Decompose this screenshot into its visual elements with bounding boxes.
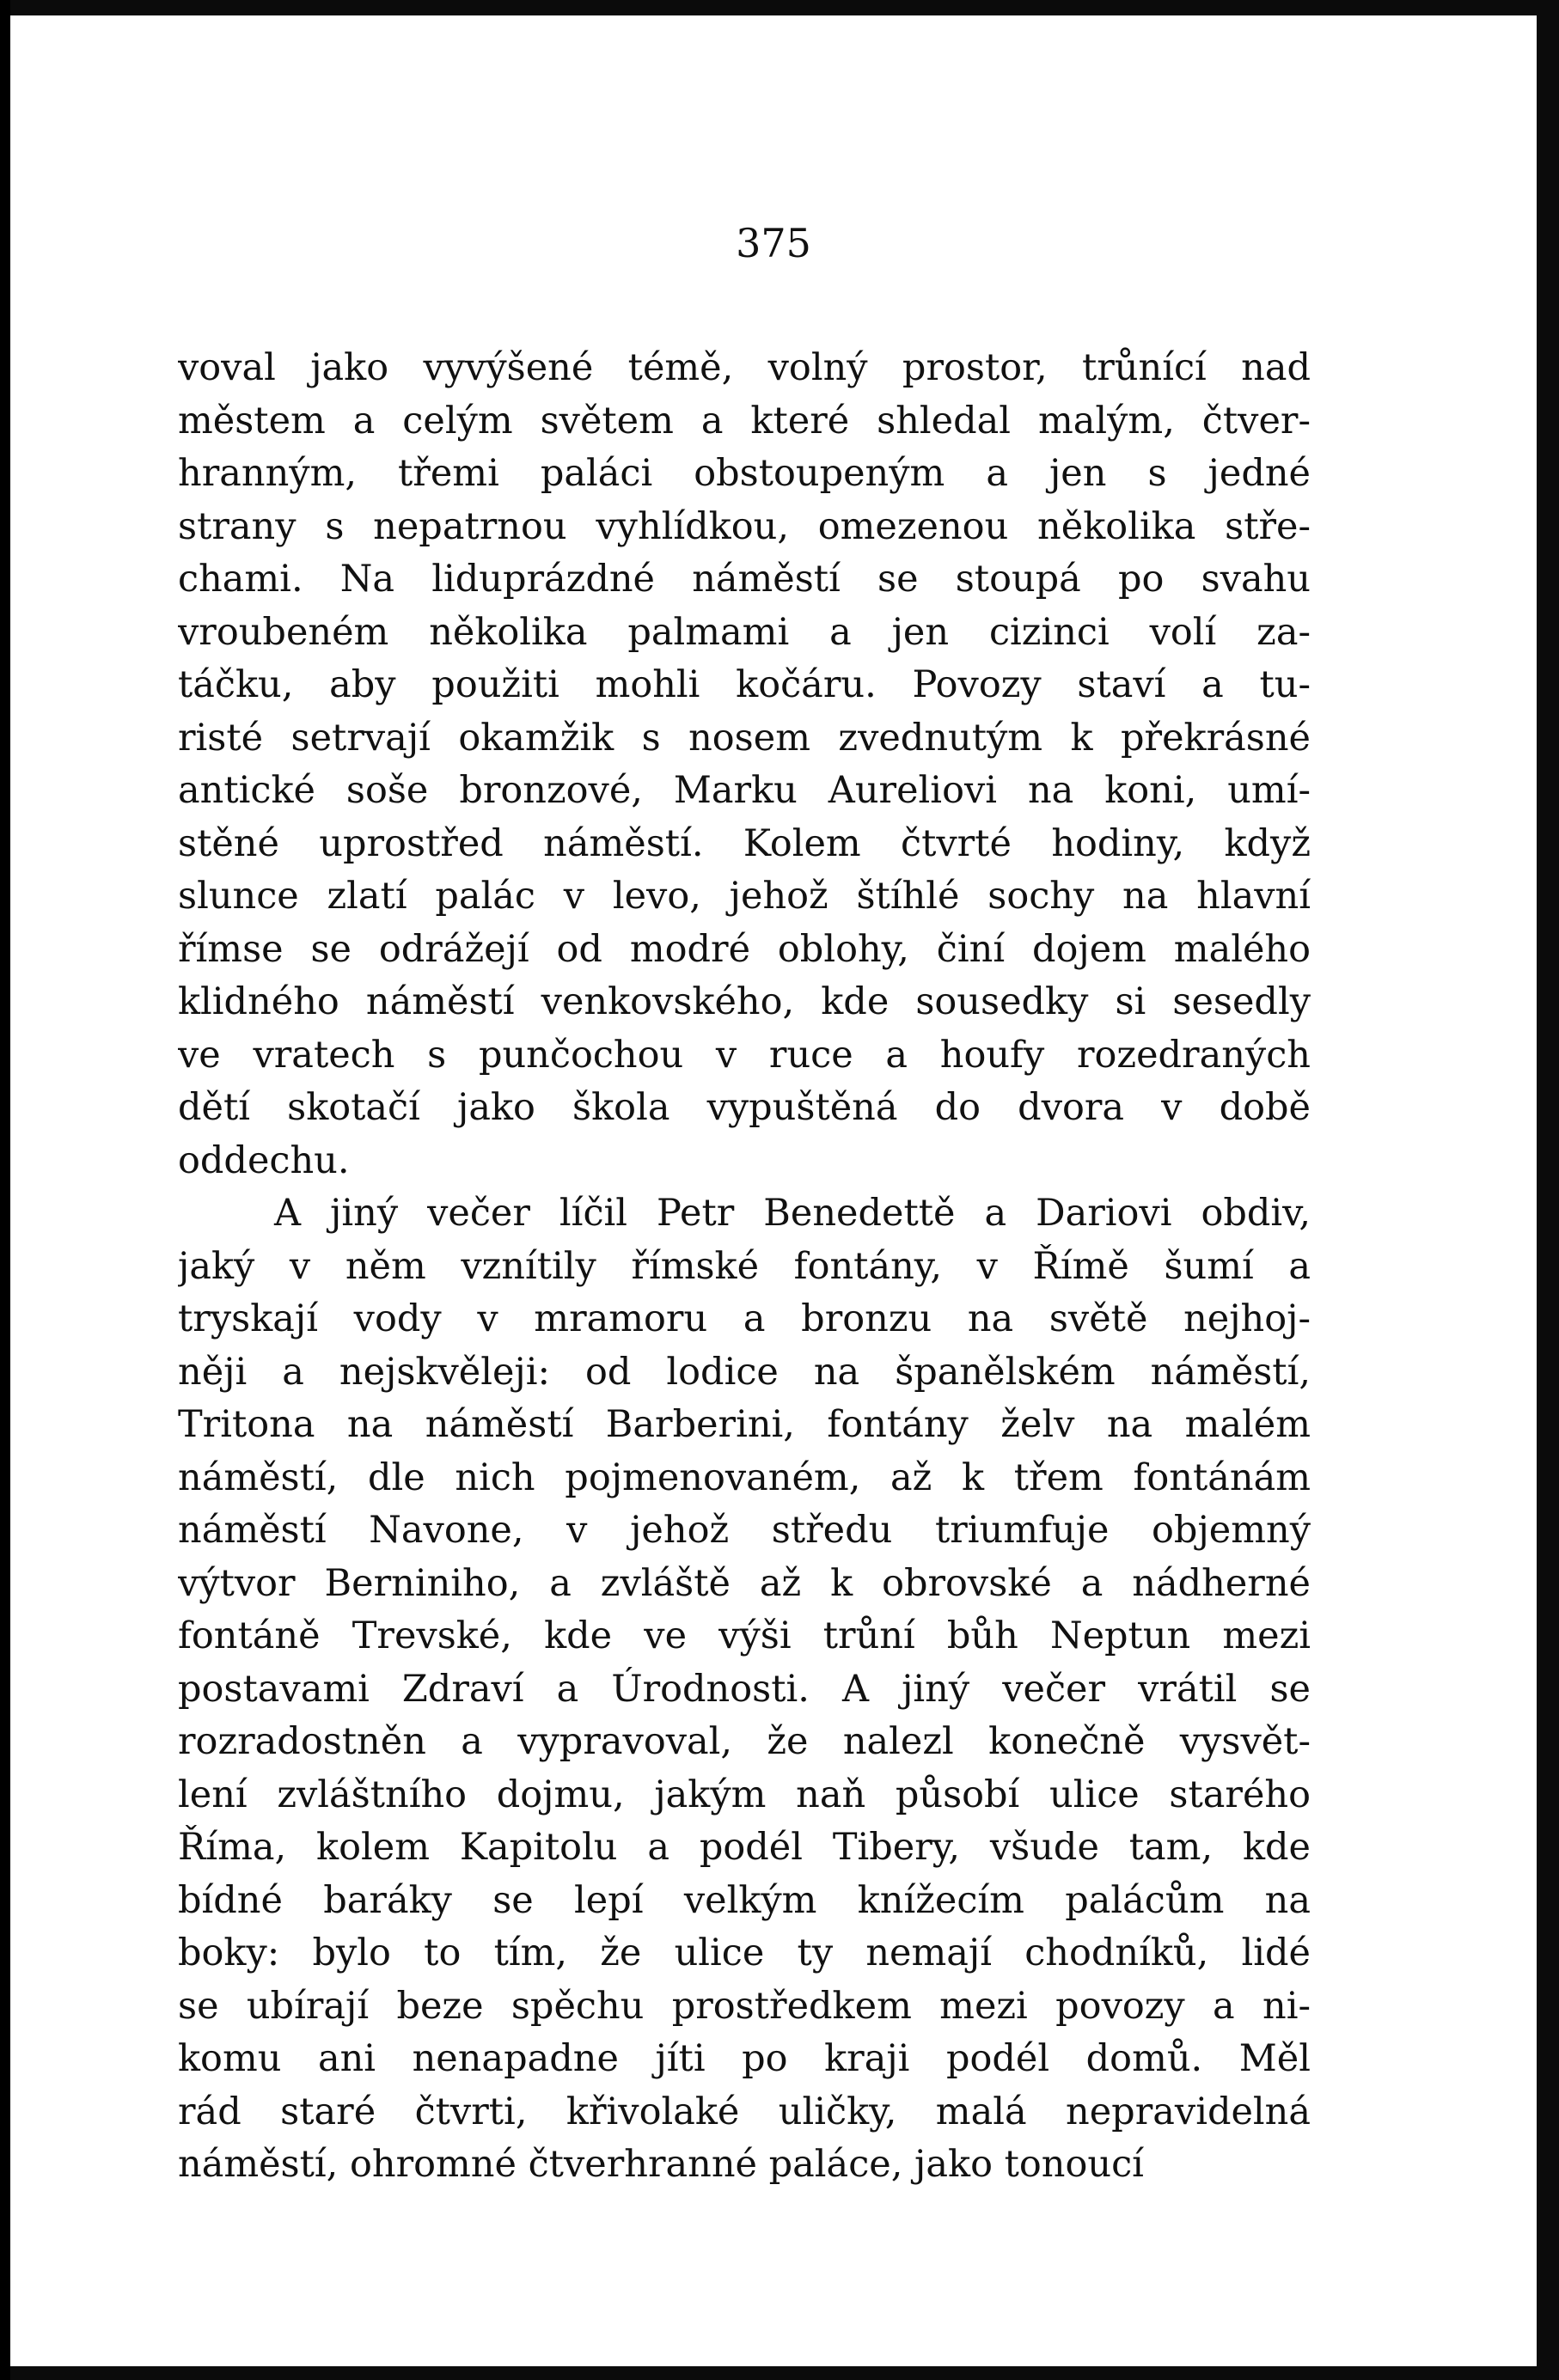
text-line: něji a nejskvěleji: od lodice na španělském náměstí, (178, 1350, 1311, 1394)
text-line: tryskají vody v mramoru a bronzu na světě nejhoj- (178, 1297, 1311, 1340)
paragraph (178, 1187, 1311, 2192)
text-line: rozradostněn a vypravoval, že nalezl konečně vysvět- (178, 1720, 1311, 1763)
text-line: ve vratech s punčochou v ruce a houfy rozedraných (178, 1033, 1311, 1077)
text-line: rád staré čtvrti, křivolaké uličky, malá nepravidelná (178, 2090, 1311, 2133)
text-line: táčku, aby použiti mohli kočáru. Povozy staví a tu- (178, 663, 1311, 706)
text-line: fontáně Trevské, kde ve výši trůní bůh Neptun mezi (178, 1614, 1311, 1657)
page-number: 375 (736, 220, 811, 266)
page-spine-shadow (0, 0, 10, 2380)
text-line: strany s nepatrnou vyhlídkou, omezenou několika stře- (178, 504, 1311, 548)
text-line: risté setrvají okamžik s nosem zvednutým k překrásné (178, 716, 1311, 760)
text-line: hranným, třemi paláci obstoupeným a jen s jedné (178, 452, 1311, 495)
book-page (10, 15, 1537, 2366)
text-line: Říma, kolem Kapitolu a podél Tibery, všude tam, kde (178, 1826, 1311, 1869)
text-line: oddechu. (178, 1138, 350, 1182)
text-line: chami. Na liduprázdné náměstí se stoupá po svahu (178, 558, 1311, 601)
text-line: komu ani nenapadne jíti po kraji podél domů. Měl (178, 2037, 1311, 2080)
text-line: voval jako vyvýšené témě, volný prostor, trůnící nad (178, 346, 1311, 389)
text-line: dětí skotačí jako škola vypuštěná do dvora v době (178, 1086, 1311, 1129)
text-line: městem a celým světem a které shledal malým, čtver- (178, 399, 1311, 442)
body-text (178, 342, 1311, 2192)
text-line: výtvor Berniniho, a zvláště až k obrovské a nádherné (178, 1561, 1311, 1605)
text-line: boky: bylo to tím, že ulice ty nemají chodníků, lidé (178, 1931, 1311, 1974)
text-line: náměstí Navone, v jehož středu triumfuje objemný (178, 1509, 1311, 1552)
text-line: klidného náměstí venkovského, kde sousedky si sesedly (178, 980, 1311, 1023)
text-line: slunce zlatí palác v levo, jehož štíhlé sochy na hlavní (178, 875, 1311, 918)
text-line: vroubeném několika palmami a jen cizinci volí za- (178, 610, 1311, 654)
text-line: bídné baráky se lepí velkým knížecím palácům na (178, 1878, 1311, 1922)
text-line: lení zvláštního dojmu, jakým naň působí ulice starého (178, 1773, 1311, 1816)
text-line: náměstí, dle nich pojmenovaném, až k třem fontánám (178, 1455, 1311, 1499)
text-line: antické soše bronzové, Marku Aureliovi na koni, umí- (178, 769, 1311, 812)
text-line: stěné uprostřed náměstí. Kolem čtvrté hodiny, když (178, 821, 1311, 865)
text-line: náměstí, ohromné čtverhranné paláce, jako tonoucí (178, 2143, 1144, 2186)
text-line: Tritona na náměstí Barberini, fontány želv na malém (178, 1403, 1311, 1446)
paragraph (178, 342, 1311, 1187)
text-line: římse se odrážejí od modré oblohy, činí dojem malého (178, 927, 1311, 971)
text-line: se ubírají beze spěchu prostředkem mezi povozy a ni- (178, 1984, 1311, 2028)
text-line: jaký v něm vznítily římské fontány, v Římě šumí a (178, 1244, 1311, 1288)
text-line: postavami Zdraví a Úrodnosti. A jiný večer vrátil se (178, 1667, 1311, 1711)
text-line: A jiný večer líčil Petr Benedettě a Dariovi obdiv, (274, 1192, 1311, 1235)
